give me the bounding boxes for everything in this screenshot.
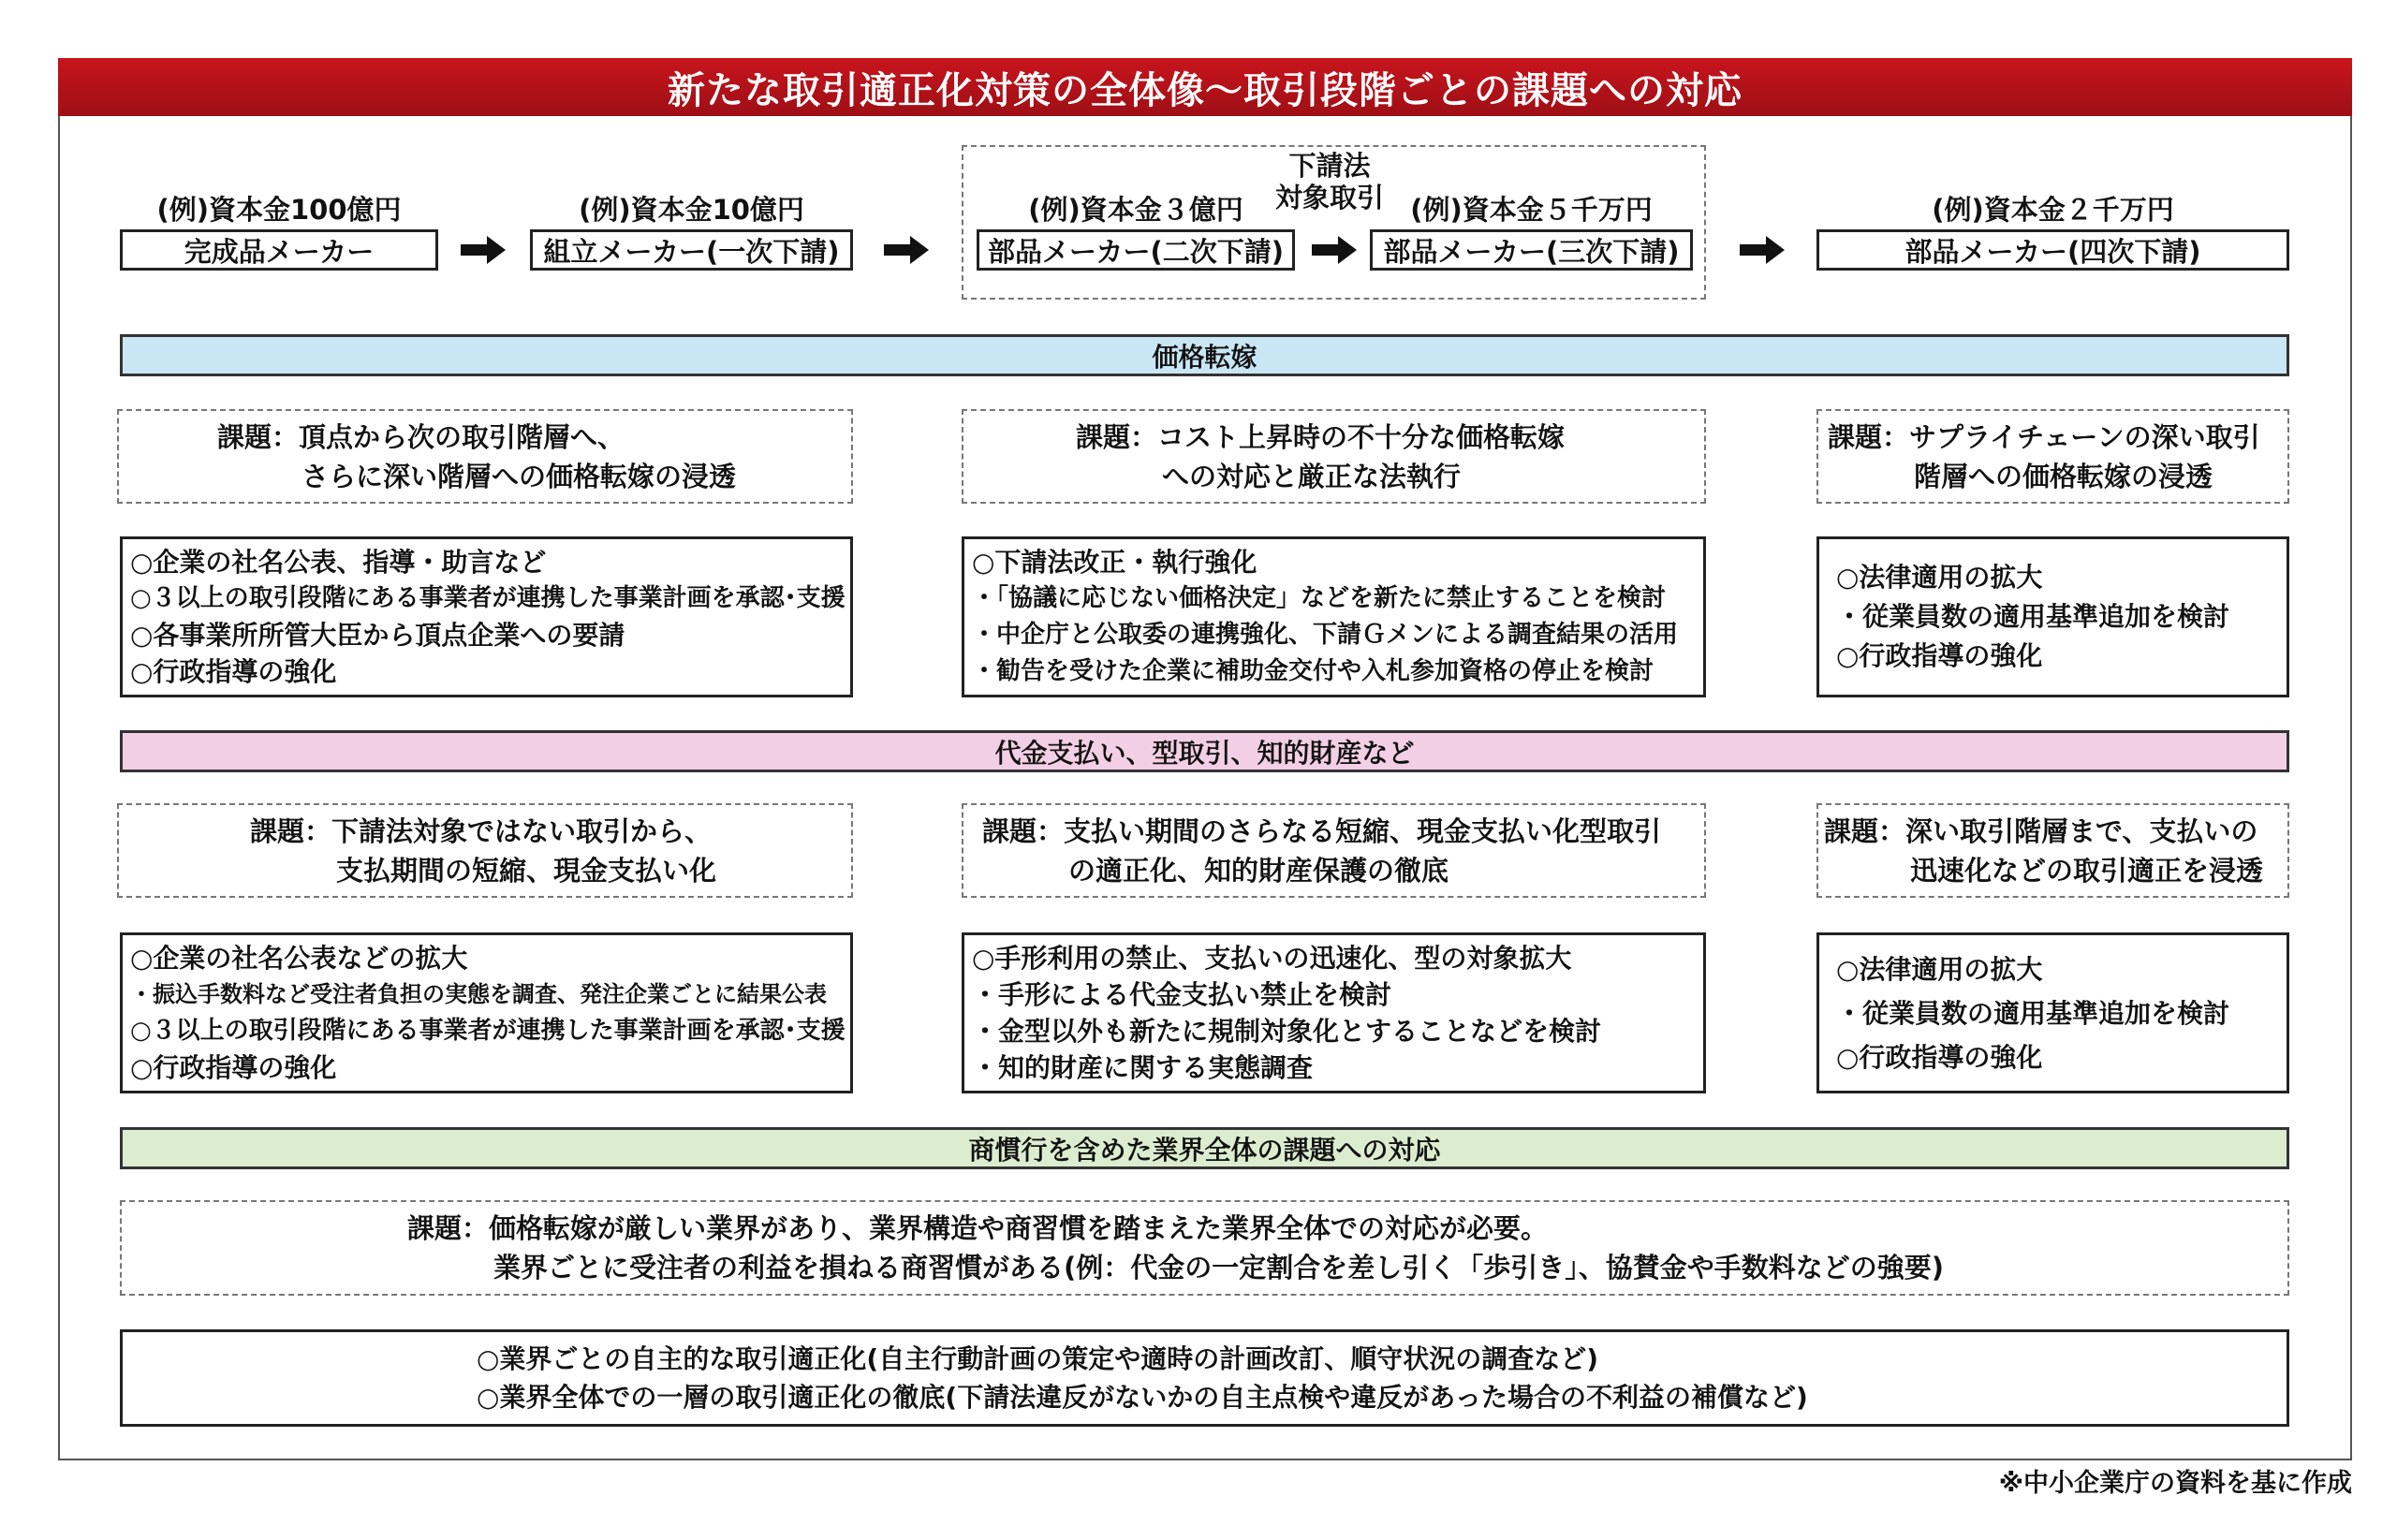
section-band-payment: 代金支払い、型取引、知的財産など xyxy=(120,730,2289,772)
issue-line: 課題：サプライチェーンの深い取引 xyxy=(1828,420,2260,453)
issue-box-1-2 xyxy=(962,409,1706,504)
issue-line: 業界ごとに受注者の利益を損ねる商習慣がある(例：代金の一定割合を差し引く「歩引き」、協賛金や手数料などの強要) xyxy=(493,1252,1945,1283)
issue-box-1-3 xyxy=(1816,409,2289,504)
right-arrow-icon xyxy=(1312,236,1357,264)
issue-box-2-2 xyxy=(962,803,1706,898)
issue-line: 課題：価格転嫁が厳しい業界があり、業界構造や商習慣を踏まえた業界全体での対応が必要。 xyxy=(407,1212,1549,1244)
chain-caption-2: (例)資本金10億円 xyxy=(579,194,804,226)
measure-item: ○３以上の取引段階にある事業者が連携した事業計画を承認･支援 xyxy=(130,584,846,612)
measures-box-1-1 xyxy=(120,536,853,697)
section-band-industry-practice: 商慣行を含めた業界全体の課題への対応 xyxy=(120,1127,2289,1169)
measures-box-1-3 xyxy=(1816,536,2289,697)
measures-box-2-2 xyxy=(962,932,1706,1093)
subcontract-label-line1: 下請法 xyxy=(1288,150,1371,182)
measure-item: ・勧告を受けた企業に補助金交付や入札参加資格の停止を検討 xyxy=(972,657,1654,685)
measure-item: ・金型以外も新たに規制対象化とすることなどを検討 xyxy=(972,1016,1602,1047)
measures-box-1-2 xyxy=(962,536,1706,697)
measure-item: ○下請法改正・執行強化 xyxy=(972,547,1257,578)
right-arrow-icon xyxy=(1740,236,1785,264)
subcontract-label-line2: 対象取引 xyxy=(1274,182,1384,213)
issue-line: 課題：下請法対象ではない取引から、 xyxy=(250,814,713,847)
chain-node-tier4: 部品メーカー(四次下請) xyxy=(1816,229,2289,271)
source-footnote: ※中小企業庁の資料を基に作成 xyxy=(1998,1469,2352,1498)
chain-node-finished-maker: 完成品メーカー xyxy=(120,229,438,271)
right-arrow-icon xyxy=(461,236,506,264)
measure-item: ○行政指導の強化 xyxy=(130,1052,337,1083)
measures-box-2-3 xyxy=(1816,932,2289,1093)
chain-node-tier1: 組立メーカー(一次下請) xyxy=(530,229,853,271)
measure-item: ○企業の社名公表、指導・助言など xyxy=(130,547,547,578)
issue-line: への対応と厳正な法執行 xyxy=(1162,460,1462,492)
measure-item: ○法律適用の拡大 xyxy=(1836,562,2043,593)
issue-line: 課題：深い取引階層まで、支払いの xyxy=(1824,814,2258,847)
measure-item: ○企業の社名公表などの拡大 xyxy=(130,943,468,974)
measure-item: ・従業員数の適用基準追加を検討 xyxy=(1836,997,2230,1029)
issue-box-3 xyxy=(120,1200,2289,1296)
chain-node-tier2: 部品メーカー(二次下請) xyxy=(977,229,1295,271)
measures-box-3 xyxy=(120,1329,2289,1427)
right-arrow-icon xyxy=(884,236,929,264)
measure-item: ○業界ごとの自主的な取引適正化(自主行動計画の策定や適時の計画改訂、順守状況の調査など) xyxy=(477,1343,1599,1374)
measure-item: ・従業員数の適用基準追加を検討 xyxy=(1836,601,2230,632)
measure-item: ○行政指導の強化 xyxy=(1836,640,2043,671)
issue-line: 課題：支払い期間のさらなる短縮、現金支払い化型取引 xyxy=(982,814,1662,847)
chain-node-tier3: 部品メーカー(三次下請) xyxy=(1370,229,1693,271)
issue-line: 迅速化などの取引適正を浸透 xyxy=(1910,854,2264,887)
measure-item: ○法律適用の拡大 xyxy=(1836,953,2043,985)
measure-item: ・中企庁と公取委の連携強化、下請Ｇメンによる調査結果の活用 xyxy=(972,621,1679,649)
measure-item: ○業界全体での一層の取引適正化の徹底(下請法違反がないかの自主点検や違反があった場合の不利益の補償など) xyxy=(477,1382,1808,1413)
measure-item: ○各事業所所管大臣から頂点企業への要請 xyxy=(130,620,625,651)
measure-item: ○手形利用の禁止、支払いの迅速化、型の対象拡大 xyxy=(972,943,1572,974)
issue-line: 支払期間の短縮、現金支払い化 xyxy=(336,854,717,887)
chain-caption-1: (例)資本金100億円 xyxy=(156,194,402,226)
measure-item: ・知的財産に関する実態調査 xyxy=(972,1052,1314,1083)
chain-caption-4: (例)資本金５千万円 xyxy=(1410,194,1653,226)
section-band-price-pass-through: 価格転嫁 xyxy=(120,334,2289,376)
issue-line: 階層への価格転嫁の浸透 xyxy=(1914,460,2213,492)
issue-box-1-1 xyxy=(117,409,853,504)
issue-line: の適正化、知的財産保護の徹底 xyxy=(1068,854,1449,887)
measure-item: ・「協議に応じない価格決定」などを新たに禁止することを検討 xyxy=(972,584,1667,612)
measure-item: ・振込手数料など受注者負担の実態を調査、発注企業ごとに結果公表 xyxy=(130,981,827,1007)
issue-box-2-3 xyxy=(1816,803,2289,898)
page-title: 新たな取引適正化対策の全体像～取引段階ごとの課題への対応 xyxy=(58,58,2352,116)
chain-caption-3: (例)資本金３億円 xyxy=(1028,194,1243,226)
issue-line: さらに深い階層への価格転嫁の浸透 xyxy=(301,460,737,492)
issue-box-2-1 xyxy=(117,803,853,898)
measures-box-2-1 xyxy=(120,932,853,1093)
measure-item: ・手形による代金支払い禁止を検討 xyxy=(972,979,1392,1010)
issue-line: 課題：頂点から次の取引階層へ、 xyxy=(217,420,625,453)
chain-caption-5: (例)資本金２千万円 xyxy=(1932,194,2174,226)
measure-item: ○３以上の取引段階にある事業者が連携した事業計画を承認･支援 xyxy=(130,1017,846,1045)
issue-line: 課題：コスト上昇時の不十分な価格転嫁 xyxy=(1076,420,1566,453)
measure-item: ○行政指導の強化 xyxy=(1836,1041,2043,1073)
measure-item: ○行政指導の強化 xyxy=(130,656,337,687)
